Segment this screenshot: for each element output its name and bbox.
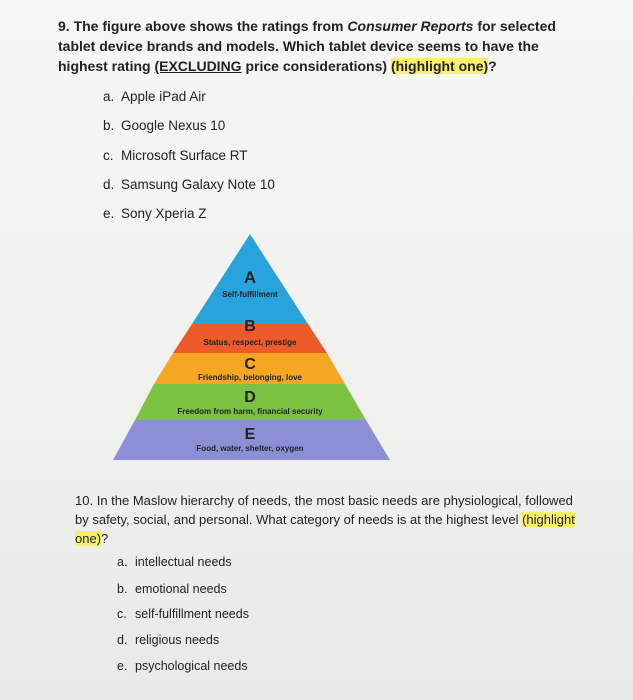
question-10 xyxy=(75,491,575,548)
q9-option-text: Sony Xperia Z xyxy=(121,206,207,221)
question-9-excluding: (EXCLUDING xyxy=(154,58,242,74)
q10-option-text: religious needs xyxy=(135,633,220,647)
question-10-text: In the Maslow hierarchy of needs, the most basic needs are physiological, followed by safety, social, and personal. What category of needs is at the highest level xyxy=(75,493,573,527)
q10-option-text: psychological needs xyxy=(135,659,248,673)
q9-option-text: Google Nexus 10 xyxy=(121,118,226,133)
q10-option-text: self-fulfillment needs xyxy=(135,607,249,621)
q9-option-letter: a. xyxy=(103,89,115,104)
q9-option-letter: e. xyxy=(103,206,115,221)
q9-option-text: Apple iPad Air xyxy=(121,89,206,104)
q10-option-c[interactable] xyxy=(117,607,249,621)
question-10-highlight-instruction: (highlight one) xyxy=(75,512,575,546)
q9-option-text: Microsoft Surface RT xyxy=(121,148,248,163)
pyramid-label-d: Freedom from harm, financial security xyxy=(177,407,323,416)
pyramid-label-e: Food, water, shelter, oxygen xyxy=(196,444,304,453)
q10-option-b[interactable] xyxy=(117,582,227,596)
q9-option-letter: d. xyxy=(103,177,115,192)
pyramid-letter-b: B xyxy=(244,318,256,335)
q9-option-text: Samsung Galaxy Note 10 xyxy=(121,177,275,192)
pyramid-label-c: Friendship, belonging, love xyxy=(197,373,303,382)
question-10-end: ? xyxy=(101,531,109,546)
q10-option-letter: b. xyxy=(117,582,128,596)
q10-option-text: intellectual needs xyxy=(135,555,232,569)
q9-option-letter: c. xyxy=(103,148,114,163)
pyramid-letter-d: D xyxy=(244,389,256,406)
question-9-end: ? xyxy=(488,58,497,74)
question-10-number: 10. xyxy=(75,493,94,508)
q10-option-letter: e. xyxy=(117,659,128,673)
pyramid-label-a: Self-fulfillment xyxy=(222,290,278,299)
pyramid-letter-c: C xyxy=(244,356,256,373)
q10-option-text: emotional needs xyxy=(135,582,227,596)
pyramid-letter-e: E xyxy=(244,426,256,443)
q10-option-e[interactable] xyxy=(117,659,248,673)
q10-option-letter: d. xyxy=(117,633,128,647)
question-9-highlight-instruction: (highlight one) xyxy=(390,58,489,74)
q10-option-a[interactable] xyxy=(117,555,232,569)
q10-option-letter: c. xyxy=(117,607,127,621)
question-9-number: 9. xyxy=(58,18,70,34)
question-9-text-b: for selected tablet device brands and models. Which tablet device seems to have the highest rating xyxy=(58,18,556,74)
question-9-text-a: The figure above shows the ratings from xyxy=(73,18,344,34)
q9-option-letter: b. xyxy=(103,118,115,133)
question-9-source: Consumer Reports xyxy=(347,18,474,34)
q10-option-d[interactable] xyxy=(117,633,219,647)
question-9-text-c: price considerations) xyxy=(245,58,388,74)
pyramid-label-b: Status, respect, prestige xyxy=(203,338,297,347)
q10-option-letter: a. xyxy=(117,555,128,569)
pyramid-letter-a: A xyxy=(243,268,257,287)
